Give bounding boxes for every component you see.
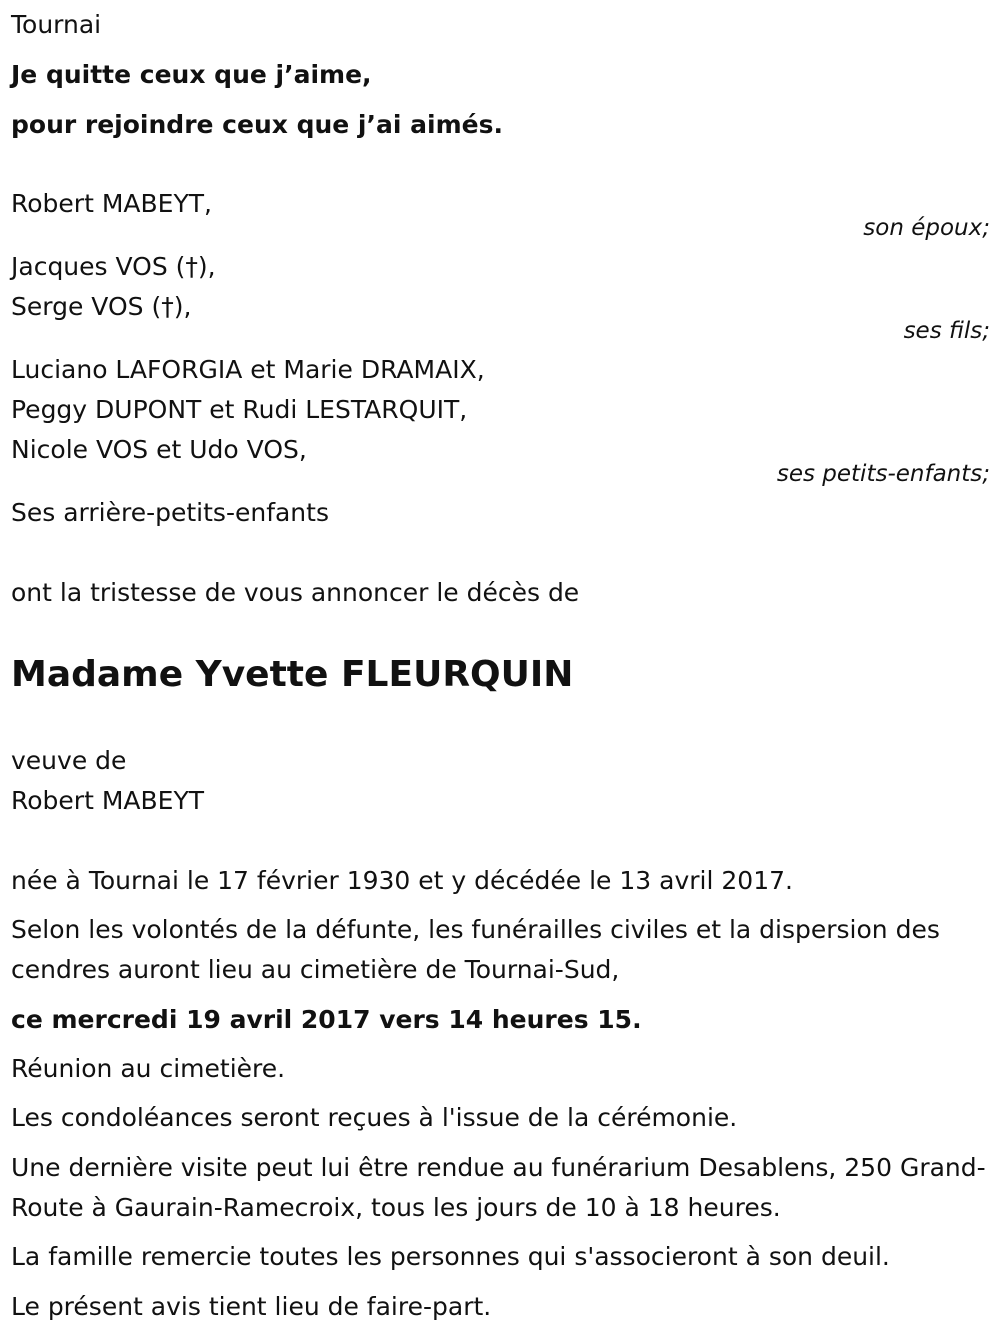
son-name-1: Jacques VOS (†), [11,252,216,281]
great-grandchildren: Ses arrière-petits-enfants [11,498,329,527]
birth-death-text: née à Tournai le 17 février 1930 et y décédée le 13 avril 2017. [11,866,793,895]
spouse-name: Robert MABEYT, [11,189,212,218]
deceased-name: Madame Yvette FLEURQUIN [11,654,574,695]
widow-of-name: Robert MABEYT [11,786,204,815]
quote-line-1: Je quitte ceux que j’aime, [11,60,372,89]
notice-note-text: Le présent avis tient lieu de faire-part. [11,1292,492,1321]
thanks-text: La famille remercie toutes les personnes qui s'associeront à son deuil. [11,1242,890,1271]
grandchild-line-3: Nicole VOS et Udo VOS, [11,435,307,464]
visit-text: Une dernière visite peut lui être rendue au funérarium Desablens, 250 Grand-Route à Gaurain-Ramecroix, tous les jours de 10 à 18 heures. [11,1153,986,1222]
grandchildren-role: ses petits-enfants; [776,461,990,487]
quote-line-2: pour rejoindre ceux que j’ai aimés. [11,110,503,139]
grandchild-line-2: Peggy DUPONT et Rudi LESTARQUIT, [11,395,468,424]
announcement-text: ont la tristesse de vous annoncer le décès de [11,578,580,607]
city-label: Tournai [11,10,102,39]
condolences-text: Les condoléances seront reçues à l'issue de la cérémonie. [11,1103,738,1132]
funeral-info-text: Selon les volontés de la défunte, les funérailles civiles et la dispersion des cendres auront lieu au cimetière de Tournai-Sud, [11,915,940,984]
grandchild-line-1: Luciano LAFORGIA et Marie DRAMAIX, [11,355,485,384]
meeting-text: Réunion au cimetière. [11,1054,286,1083]
spouse-role: son époux; [863,215,990,241]
son-name-2: Serge VOS (†), [11,292,192,321]
widow-of-label: veuve de [11,746,127,775]
sons-role: ses fils; [903,318,990,344]
funeral-date-text: ce mercredi 19 avril 2017 vers 14 heures 15. [11,1005,642,1034]
